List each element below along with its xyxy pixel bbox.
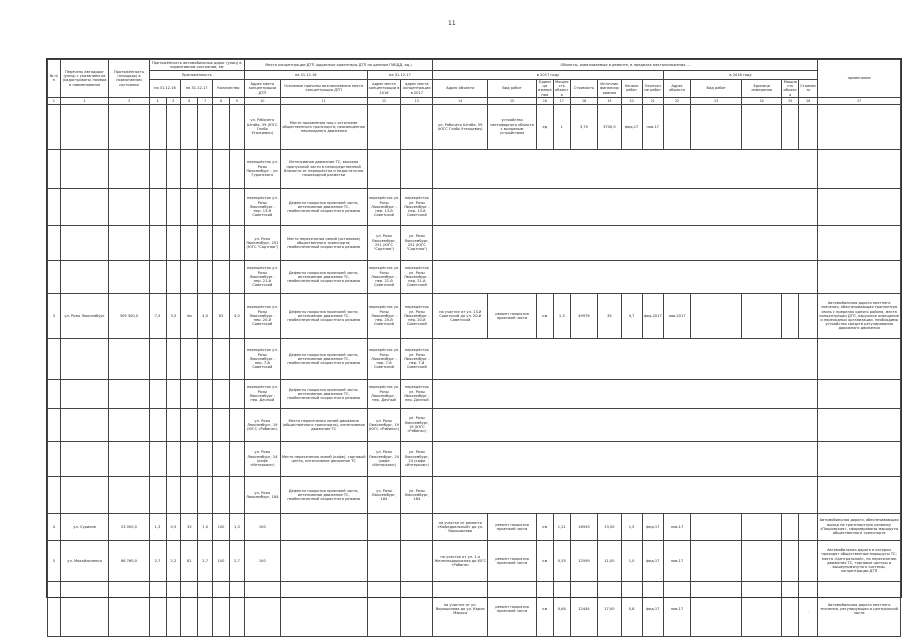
- value-c3: 1,0: [198, 513, 213, 540]
- value-c5: 2,7: [229, 540, 244, 581]
- value-c2: 33: [181, 513, 198, 540]
- address-2017: ул. Розы Люксембург, 24 (кафе «Интерком»): [401, 441, 433, 476]
- road-name: ул. Суриков: [60, 513, 109, 540]
- financing: фед.17: [642, 540, 663, 581]
- column-number: 12: [367, 97, 401, 104]
- table-row: [48, 104, 901, 149]
- dtp-reason: Дефекты покрытия проезжей части, интенсивное движение ТС, необеспеченный скоростного режима: [280, 379, 367, 408]
- header-cost: Стоимость: [570, 80, 598, 98]
- column-number: 1: [48, 97, 61, 104]
- column-number: 27: [818, 97, 901, 104]
- address-2017: ул. Розы Люксембург, 251 (ЮГС "Сортная"): [401, 225, 433, 260]
- column-number: 2: [60, 97, 109, 104]
- dtp-place: перекрёсток ул. Розы Люксембург - пер. 20-й Советский: [244, 293, 280, 338]
- header-sub-to: на 31.12.17: [367, 71, 433, 80]
- address-2017: перекрёсток ул. Розы Люксембург - пер. 20-й Советский: [401, 293, 433, 338]
- column-number: 14: [433, 97, 488, 104]
- road-safety-table: [46, 58, 902, 615]
- header-unit-2018: Единица измерения: [742, 80, 782, 98]
- header-work-2018: Вид работ: [691, 80, 742, 98]
- sum-secondary: 1,0: [621, 540, 642, 581]
- dtp-reason: Место проявления лиц с остатками общественного транспорта; неосвещённое пешеходного движения: [280, 104, 367, 149]
- address-2016: ул. Розы Люксембург, 24 (кафе «Интерком»): [367, 441, 401, 476]
- table-row: [48, 379, 901, 408]
- table-row: [48, 188, 901, 225]
- dtp-place: ул. Розы Люксембург, 19 (ЮГС «Рябина»): [244, 408, 280, 441]
- dtp-place: перекрёсток ул. Розы Люксембург - ул. Гуринского: [244, 149, 280, 188]
- header-qty-2018: Мощность объекта: [783, 80, 797, 97]
- row-number: 4: [48, 513, 61, 540]
- dtp-reason: Места пересечения линий (остановок) общественного транспорта; необеспеченный скоростного режима: [280, 225, 367, 260]
- header-financing: Источник финансирования: [598, 80, 621, 98]
- unit: ед: [536, 104, 553, 149]
- table-row: [48, 260, 901, 293]
- road-name: ул. Розы Люксембург: [60, 293, 109, 338]
- quantity: 0,55: [553, 540, 570, 581]
- header-cost-2018: Стоимость: [799, 80, 818, 98]
- sum: 35: [598, 293, 621, 338]
- header-length: Протяжённость автомобильных дорог (улиц) в нормативном состоянии, км: [149, 60, 244, 71]
- header-year-2018: в 2018 году: [663, 71, 817, 80]
- table-row: [48, 581, 901, 636]
- unit: км: [536, 540, 553, 581]
- table-row: [48, 149, 901, 188]
- financing: фед.17: [621, 104, 642, 149]
- road-name: ул. Михайличенко: [60, 540, 109, 581]
- header-end: Окончание работ: [642, 80, 663, 98]
- sum-secondary: 1,5: [621, 513, 642, 540]
- table-row: [48, 293, 901, 338]
- object-address: на участке от ремонта «Кафедральный» до ул. Ворошилова: [433, 513, 488, 540]
- header-year-2017: в 2017 году: [433, 71, 664, 80]
- table-row: [48, 338, 901, 379]
- column-number: 18: [570, 97, 598, 104]
- dtp-place: перекрёсток ул. Розы Люксембург - пер. 7-й Советский: [244, 338, 280, 379]
- header-group-total: Протяжённость: [149, 71, 244, 80]
- row-number: 5: [48, 540, 61, 581]
- sum: 13,50: [598, 513, 621, 540]
- note: Автомобильная дорога местного значения, регулирующая и центральной части: [818, 581, 901, 636]
- address-2017: перекрёсток ул. Розы Люксембург - пер. 7-й Советский: [401, 338, 433, 379]
- dtp-place: перекрёсток ул. Розы Люксембург - пер. Дачный: [244, 379, 280, 408]
- header-row: [48, 60, 901, 71]
- header-work: Вид работ: [488, 80, 537, 98]
- header-dtp-places: Место концентрации ДТП (адресные ориентиры ДТП по данным ГИБДД, ед.): [244, 60, 432, 71]
- header-sub-reason: Основные причины возникновения места концентрации ДТП: [280, 80, 367, 98]
- financing: фед.2017: [642, 293, 663, 338]
- column-number: 15: [488, 97, 537, 104]
- header-num: № п/п: [48, 60, 61, 98]
- road-area: 23 000,0: [109, 513, 149, 540]
- value-c6: 100: [244, 540, 280, 581]
- dtp-reason: Дефекты покрытия проезжей части, интенсивное движение ТС, необеспеченный скоростного режима: [280, 293, 367, 338]
- dtp-place: перекрёсток ул. Розы Люксембург - пер. 21-й Советский: [244, 260, 280, 293]
- quantity: 1,21: [553, 513, 570, 540]
- cost: 49976: [570, 293, 598, 338]
- header-area: Протяжённость (площадь) в нормативном состоянии: [109, 60, 149, 98]
- object-address: на участке от ул. 13-й Советский до ул. 20-й Советский: [433, 293, 488, 338]
- column-number: 22: [663, 97, 691, 104]
- work-type: ремонт покрытия проезжей части: [488, 513, 537, 540]
- value-c3: 4,0: [198, 293, 213, 338]
- quantity: 0,64: [553, 581, 570, 636]
- dtp-reason: Место пересечения линий движения (общественного транспорта), интенсивное движение ТС: [280, 408, 367, 441]
- cost: 16943: [570, 513, 598, 540]
- value-c2: 4м: [181, 293, 198, 338]
- address-2016: ул. Розы Люксембург, 251 (ЮГС "Сортная"): [367, 225, 401, 260]
- sum: 3700,0: [598, 104, 621, 149]
- column-number: 26: [799, 97, 818, 104]
- column-number: 16: [536, 97, 553, 104]
- column-number-row: [48, 97, 901, 104]
- road-length: 2,7: [149, 540, 166, 581]
- work-type: ремонт покрытия проезжей части: [488, 293, 537, 338]
- quantity: 1,3: [553, 293, 570, 338]
- address-2016: перекрёсток ул. Розы Люксембург - пер. Дачный: [367, 379, 401, 408]
- header-sub-place: Адрес места концентрации ДТП: [244, 80, 280, 98]
- header-name: Перечень автодорог (улиц) с указанием их (кадастрового) номера и наименования: [60, 60, 109, 98]
- column-number: 23: [691, 97, 742, 104]
- address-2017: ул. Розы Люксембург, 19 (ЮГС «Рябина»): [401, 408, 433, 441]
- header-row: [48, 71, 901, 80]
- table-row: [48, 441, 901, 476]
- cost: 12444: [570, 581, 598, 636]
- column-number: 19: [598, 97, 621, 104]
- address-2016: ул. Розы Люксембург, 19 (ЮГС «Рябина»): [367, 408, 401, 441]
- end-date: нов.17: [663, 513, 691, 540]
- dtp-reason: Интенсивное движение ТС, высокая пропускной части в непосредственной близости от перекрёстка и недостаточно пешеходной разметки: [280, 149, 367, 188]
- address-2017: перекрёсток ул. Розы Люксембург - пер. 21-й Советский: [401, 260, 433, 293]
- financing: фед.17: [642, 513, 663, 540]
- dtp-reason: Дефекты покрытия проезжей части, интенсивное движение ТС, необеспеченный скоростного режима: [280, 188, 367, 225]
- cost: 12599: [570, 540, 598, 581]
- table-row: [48, 513, 901, 540]
- column-number: 24: [742, 97, 782, 104]
- header-note: примечание: [818, 60, 901, 98]
- value-c5: 4,0: [229, 293, 244, 338]
- value-c2: 81: [181, 540, 198, 581]
- object-address: на участке от ул. Ворошилова до ул. Карла Маркса: [433, 581, 488, 636]
- header-object-address-2018: Адрес объекта: [663, 80, 691, 98]
- note: Автомобильная дорога, обеспечивающая выход на транспортную развязку «Покровская», сформированы маршруты общественного транспорта: [818, 513, 901, 540]
- quantity: 1: [553, 104, 570, 149]
- column-number: 9: [229, 97, 244, 104]
- end-date: нов.17: [642, 104, 663, 149]
- value-c3: 2,7: [198, 540, 213, 581]
- column-number: 6: [181, 97, 198, 104]
- unit: км: [536, 581, 553, 636]
- road-area: 309 300,0: [109, 293, 149, 338]
- address-2017: перекрёсток ул. Розы Люксембург - пер. Дачный: [401, 379, 433, 408]
- object-address: ул. Рабочего Штаба, 59 (ЮГС Глобь Утанцевич): [433, 104, 488, 149]
- dtp-place: ул. Рабочего Штаба, 59 (ЮГС Глобь Утанцевич): [244, 104, 280, 149]
- note: Автомобильная дорога местного значения, обеспечивающая транзитную связь с пределах одного района, места концентрации ДТП, наружное освещение и переходных организации, необходимо устройство средств регулирования дорожного движения: [818, 293, 901, 338]
- object-address: на участке от ул. 1-я Железнодорожная до ЮГС «Рябина»: [433, 540, 488, 581]
- sum: 17,00: [598, 581, 621, 636]
- column-number: 17: [553, 97, 570, 104]
- column-number: 4: [149, 97, 166, 104]
- value-c4: 63: [213, 293, 230, 338]
- sum: 11,00: [598, 540, 621, 581]
- financing: фед.17: [642, 581, 663, 636]
- unit: км: [536, 293, 553, 338]
- value-c1: 3,5: [166, 293, 181, 338]
- value-c4: 100: [213, 540, 230, 581]
- dtp-reason: Дефекты покрытия проезжей части, интенсивное движение ТС, необеспеченный скоростного режима: [280, 476, 367, 513]
- work-type: устройство светофорного объекта с вызывным устройством: [488, 104, 537, 149]
- dtp-reason: Дефекты покрытия проезжей части, интенсивное движение ТС, необеспеченный скоростного режима: [280, 260, 367, 293]
- sum-secondary: 0,8: [621, 581, 642, 636]
- end-date: нов.2017: [663, 293, 691, 338]
- address-2016: перекрёсток ул. Розы Люксембург - пер. 20-й Советский: [367, 293, 401, 338]
- note: Автомобильная дорога в которых проходят общественные маршруты ТС; места «Центральной», на пересечении движения ТС, торговые центры и вышеупомянутого системы, концентрации ДТП: [818, 540, 901, 581]
- stray-mark: ·: [808, 610, 810, 616]
- dtp-place: перекрёсток ул. Розы Люксембург - пер. 13-й Советский: [244, 188, 280, 225]
- work-type: ремонт покрытия проезжей части: [488, 581, 537, 636]
- road-area: 66 760,0: [109, 540, 149, 581]
- column-number: 25: [782, 97, 799, 104]
- column-number: 8: [213, 97, 230, 104]
- address-2016: перекрёсток ул. Розы Люксембург - пер. 21-й Советский: [367, 260, 401, 293]
- work-type: ремонт покрытия проезжей части: [488, 540, 537, 581]
- header-objects: Объекты, охватываемые в ремонте, в пределах местоположения ...: [433, 60, 818, 71]
- page-number: 11: [448, 20, 456, 27]
- header-start: Начало работ: [621, 80, 642, 98]
- value-c4: 100: [213, 513, 230, 540]
- end-date: нов.17: [663, 540, 691, 581]
- dtp-place: ул. Розы Люксембург, 251 (ЮГС "Сортная"): [244, 225, 280, 260]
- header-unit: Единица измерения: [538, 80, 552, 97]
- dtp-place: ул. Розы Люксембург, 24 (кафе «Интерком»): [244, 441, 280, 476]
- sum-secondary: 0,7: [621, 293, 642, 338]
- header-sub-from: на 31.12.16: [149, 80, 181, 98]
- table-row: [48, 476, 901, 513]
- table-row: [48, 408, 901, 441]
- column-number: 21: [642, 97, 663, 104]
- address-2017: перекрёсток ул. Розы Люксембург - пер. 13-й Советский: [401, 188, 433, 225]
- dtp-reason: Дефекты покрытия проезжей части, интенсивное движение ТС, необеспеченный скоростного режима: [280, 338, 367, 379]
- column-number: 20: [621, 97, 642, 104]
- road-length: 1,3: [149, 513, 166, 540]
- address-2016: перекрёсток ул. Розы Люксембург - пер. 13-й Советский: [367, 188, 401, 225]
- value-c5: 1,3: [229, 513, 244, 540]
- header-sub-to: на 31.12.17: [181, 80, 213, 98]
- value-c1: 0,5: [166, 513, 181, 540]
- table-row: [48, 225, 901, 260]
- column-number: 11: [280, 97, 367, 104]
- cost: 3,70: [570, 104, 598, 149]
- value-c1: 2,2: [166, 540, 181, 581]
- column-number: 5: [166, 97, 181, 104]
- header-qty: Мощность объекта: [555, 80, 569, 97]
- road-length: 7,5: [149, 293, 166, 338]
- header-sub-addr-2017: адрес места концентрации в 2017: [401, 80, 433, 98]
- row-number: 3: [48, 293, 61, 338]
- header-row: [48, 80, 901, 98]
- header-group-count: Количество: [213, 80, 245, 98]
- column-number: 7: [198, 97, 213, 104]
- address-2016: ул. Розы Люксембург, 184: [367, 476, 401, 513]
- main-table: [47, 59, 901, 637]
- address-2017: ул. Розы Люксембург, 184: [401, 476, 433, 513]
- header-object-address: Адрес объекта: [433, 80, 488, 98]
- value-c6: 100: [244, 513, 280, 540]
- column-number: 3: [109, 97, 149, 104]
- header-sub-addr-2016: адрес места концентрации в 2016: [367, 80, 401, 98]
- table-row: [48, 540, 901, 581]
- column-number: 10: [244, 97, 280, 104]
- dtp-reason: Место пересечения линий (кафе), торговый центр, интенсивное движение ТС: [280, 441, 367, 476]
- end-date: нов.17: [663, 581, 691, 636]
- unit: км: [536, 513, 553, 540]
- dtp-place: ул. Розы Люксембург, 184: [244, 476, 280, 513]
- header-sub-from: на 31.12.16: [244, 71, 367, 80]
- column-number: 13: [401, 97, 433, 104]
- address-2016: перекрёсток ул. Розы Люксембург - пер. 7-й Советский: [367, 338, 401, 379]
